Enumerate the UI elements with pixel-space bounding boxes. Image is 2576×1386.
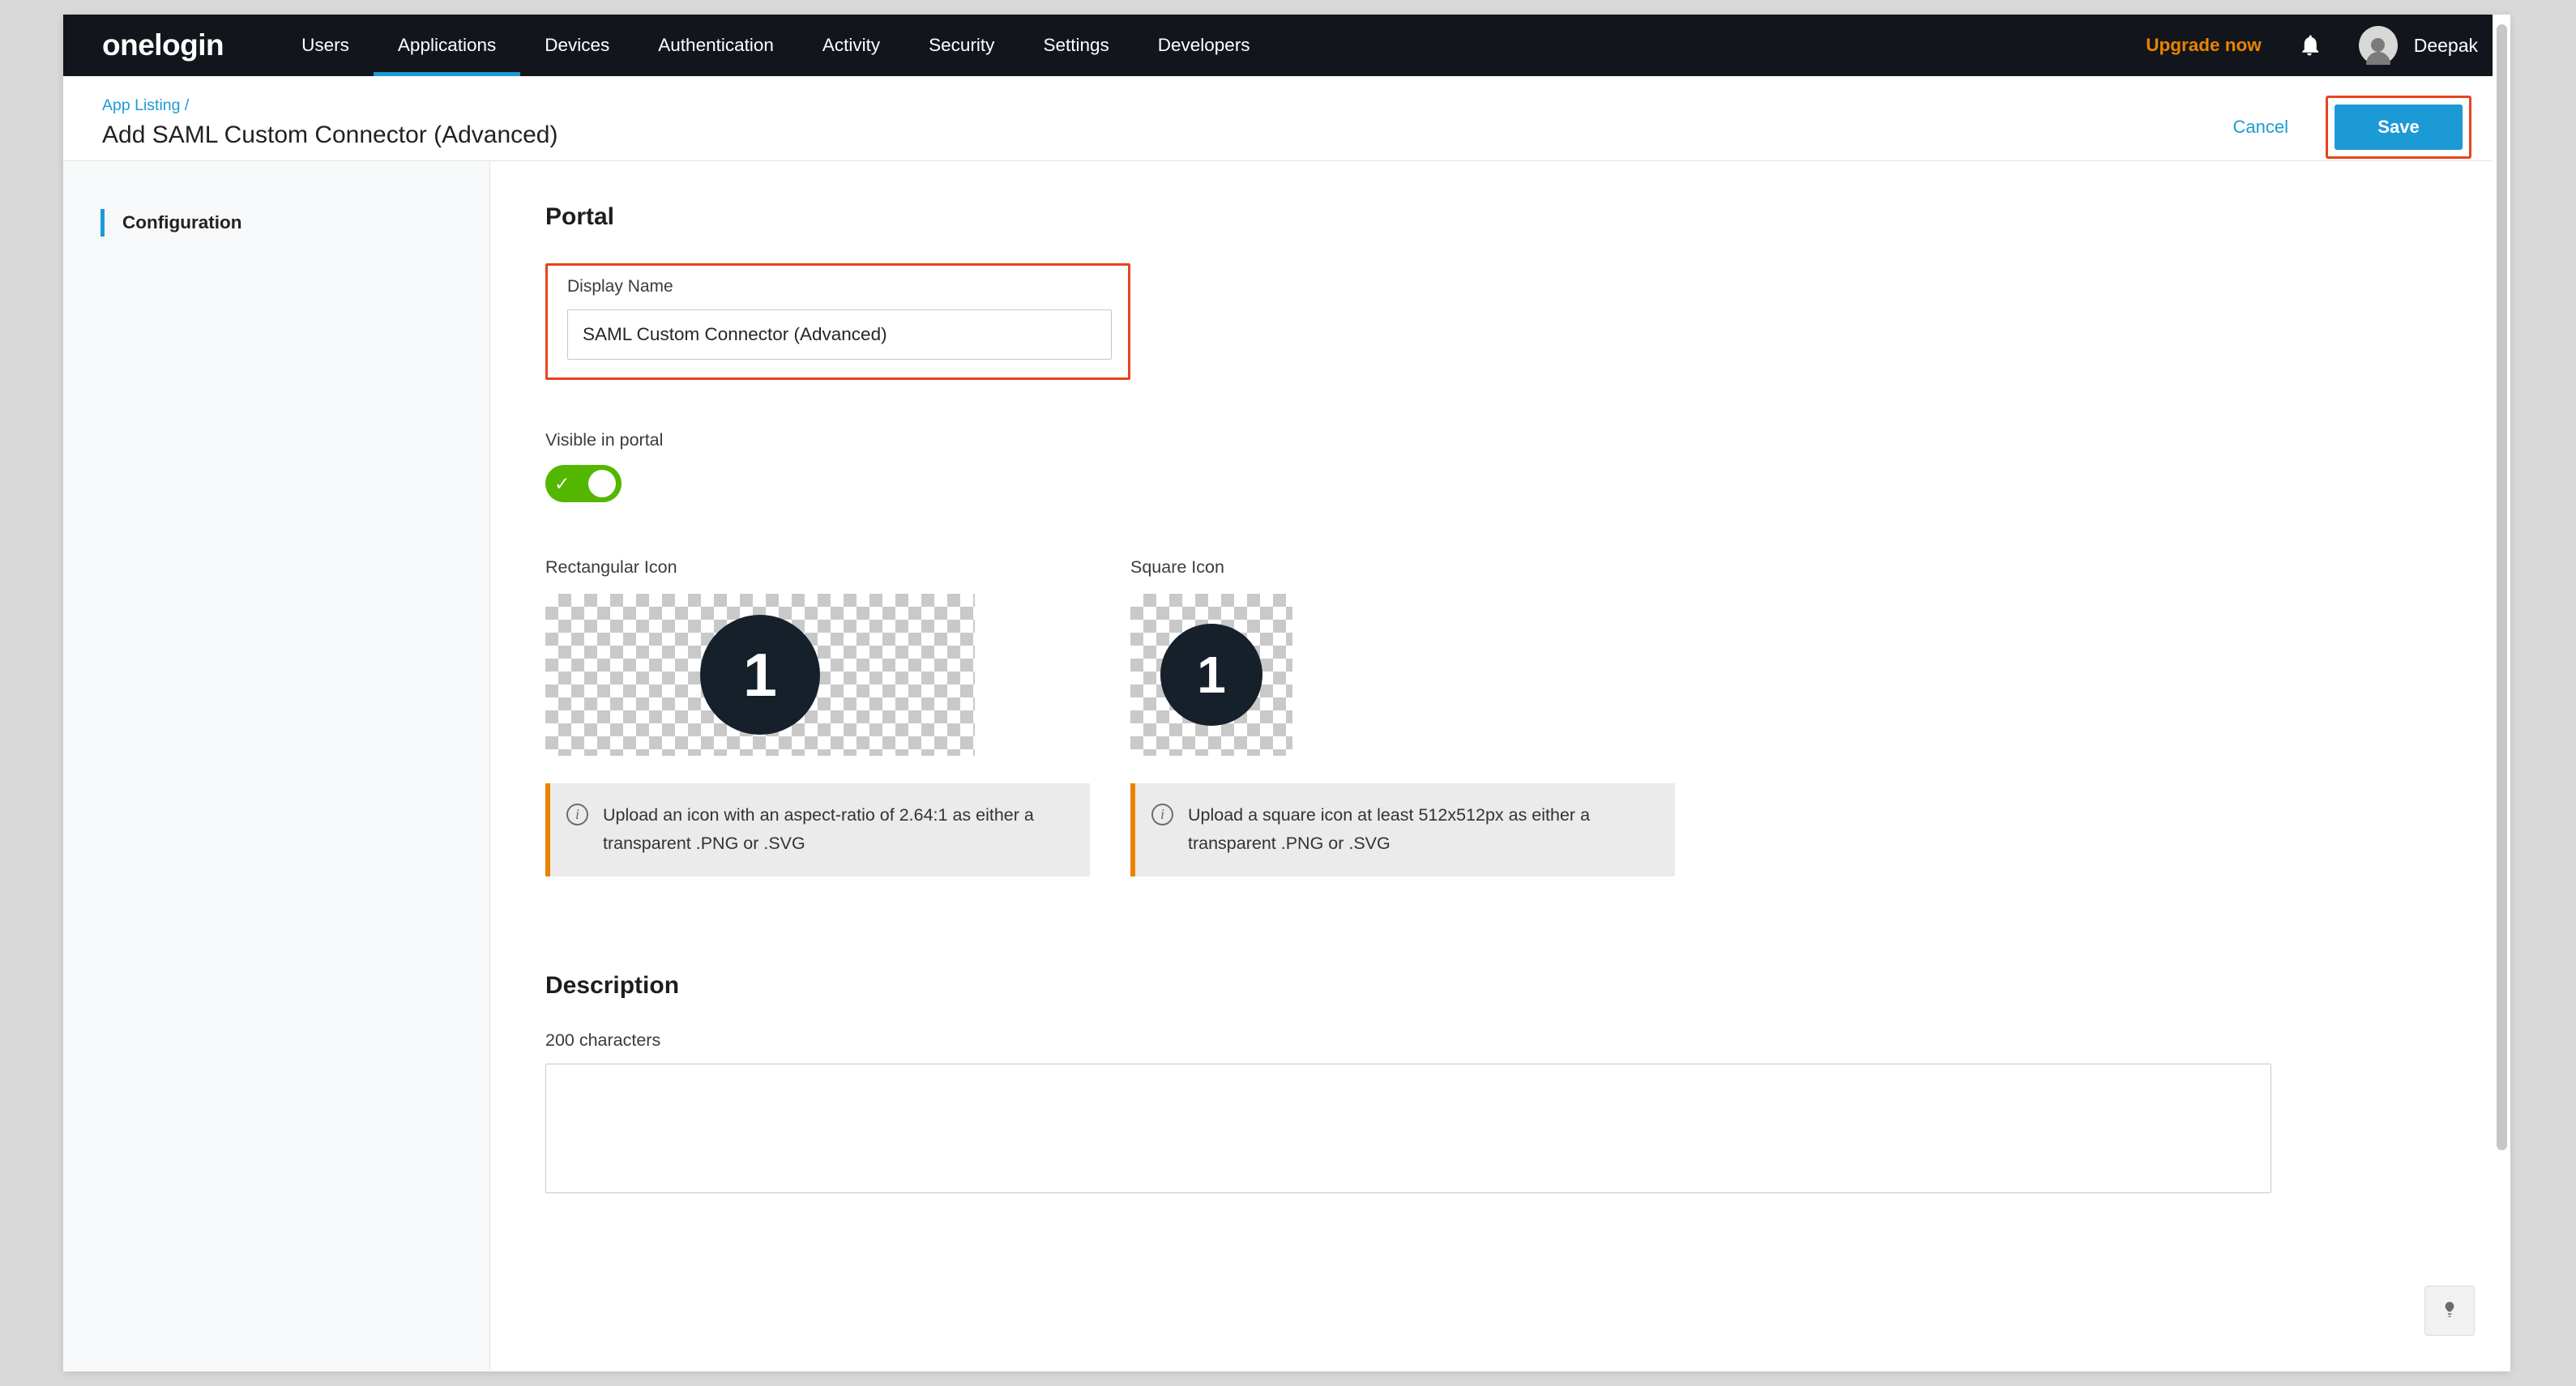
bell-icon[interactable] <box>2296 32 2323 59</box>
sidebar-item-label: Configuration <box>122 212 242 232</box>
nav-right-cluster <box>2146 15 2478 76</box>
check-icon: ✓ <box>554 472 570 494</box>
upgrade-now-link[interactable]: Upgrade now <box>2146 35 2262 55</box>
nav-item-applications[interactable]: Applications <box>374 15 520 76</box>
description-char-count: 200 characters <box>545 1030 661 1050</box>
info-icon: i <box>566 804 588 825</box>
page-scrollbar[interactable] <box>2493 15 2510 1371</box>
display-name-label: Display Name <box>567 277 673 296</box>
app-icon-badge: 1 <box>700 615 820 735</box>
visible-in-portal-toggle[interactable] <box>545 465 622 502</box>
onelogin-logo[interactable]: onelogin <box>102 28 224 62</box>
display-name-input[interactable] <box>567 309 1112 360</box>
page-title: Add SAML Custom Connector (Advanced) <box>102 122 558 148</box>
rectangular-icon-preview[interactable] <box>545 594 975 756</box>
configuration-content <box>490 161 2510 1371</box>
square-icon-column <box>1130 557 1675 876</box>
nav-item-developers[interactable]: Developers <box>1157 35 1250 55</box>
help-icon[interactable] <box>2424 1286 2475 1336</box>
square-icon-hint-text: Upload a square icon at least 512x512px as either a transparent .PNG or .SVG <box>1188 805 1591 854</box>
display-name-field-highlight <box>545 263 1130 380</box>
rectangular-icon-column <box>545 557 1130 876</box>
main-nav-items <box>277 15 1274 76</box>
rectangular-icon-hint-text: Upload an icon with an aspect-ratio of 2.64:1 as either a transparent .PNG or .SVG <box>603 805 1034 854</box>
scrollbar-thumb[interactable] <box>2497 24 2507 1150</box>
save-button-highlight <box>2326 96 2471 159</box>
avatar[interactable] <box>2359 26 2398 65</box>
description-section-heading: Description <box>545 971 680 999</box>
page-subheader <box>63 76 2510 161</box>
nav-item-authentication[interactable]: Authentication <box>658 35 774 55</box>
browser-viewport <box>63 15 2510 1371</box>
rectangular-icon-label: Rectangular Icon <box>545 557 677 577</box>
rectangular-icon-hint <box>545 783 1090 876</box>
portal-section-heading: Portal <box>545 203 615 230</box>
square-icon-label: Square Icon <box>1130 557 1224 577</box>
nav-item-users[interactable]: Users <box>301 35 349 55</box>
app-icon-badge: 1 <box>1160 624 1262 726</box>
description-textarea[interactable] <box>545 1064 2271 1193</box>
cancel-button[interactable]: Cancel <box>2232 117 2288 137</box>
settings-sidebar <box>63 161 490 1371</box>
user-name-label[interactable]: Deepak <box>2413 34 2478 56</box>
save-button[interactable]: Save <box>2335 104 2463 150</box>
breadcrumb[interactable]: App Listing / <box>102 96 190 114</box>
nav-item-security[interactable]: Security <box>929 35 995 55</box>
active-indicator-bar <box>100 209 105 237</box>
toggle-knob <box>588 470 616 497</box>
visible-in-portal-label: Visible in portal <box>545 430 664 450</box>
square-icon-preview[interactable] <box>1130 594 1292 756</box>
square-icon-hint <box>1130 783 1675 876</box>
info-icon: i <box>1151 804 1173 825</box>
sidebar-item-configuration[interactable] <box>63 207 489 239</box>
nav-item-activity[interactable]: Activity <box>822 35 881 55</box>
top-navigation-bar <box>63 15 2510 76</box>
visible-in-portal-block <box>545 430 2510 502</box>
icons-row <box>545 557 2510 876</box>
header-actions <box>2233 96 2471 159</box>
nav-item-devices[interactable]: Devices <box>545 35 610 55</box>
nav-item-settings[interactable]: Settings <box>1043 35 1109 55</box>
page-body <box>63 161 2510 1371</box>
